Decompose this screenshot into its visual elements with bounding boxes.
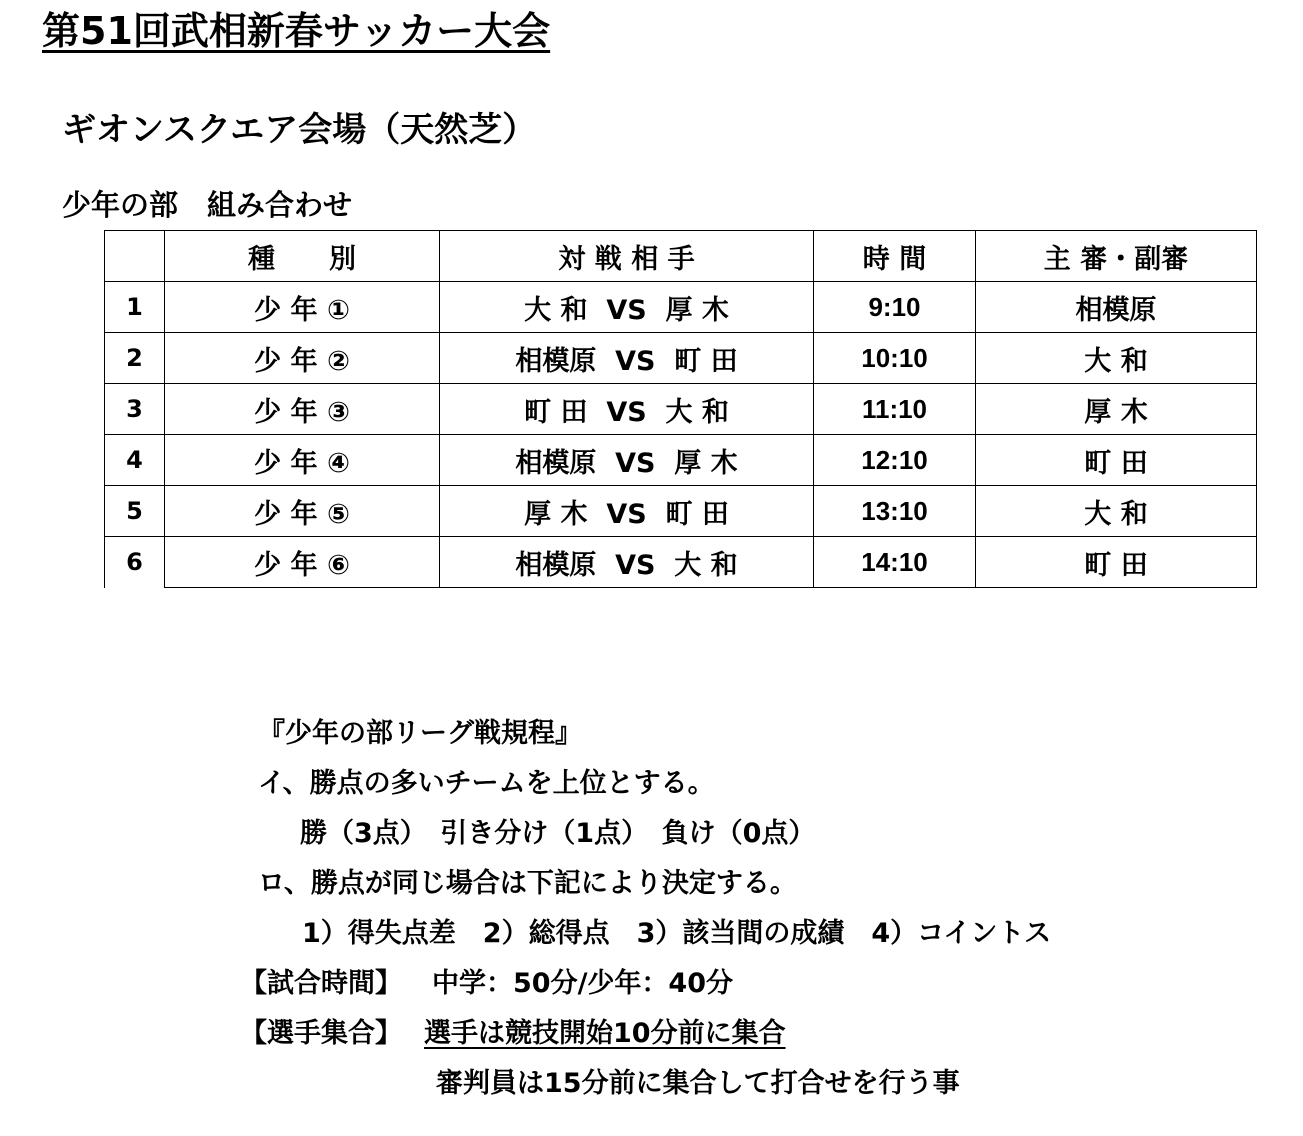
header-time: 時 間: [814, 231, 976, 282]
assembly-referees: 審判員は15分前に集合して打合せを行う事: [436, 1068, 960, 1099]
row-category: 少 年 ②: [165, 333, 440, 384]
row-number: 2: [105, 333, 165, 384]
row-category: 少 年 ⑥: [165, 537, 440, 588]
row-match: 相模原 VS 大 和: [440, 537, 814, 588]
venue-heading: ギオンスクエア会場（天然芝）: [62, 110, 537, 150]
row-match: 相模原 VS 町 田: [440, 333, 814, 384]
row-match: 相模原 VS 厚 木: [440, 435, 814, 486]
row-time: 11:10: [814, 384, 976, 435]
rule-b: ロ、勝点が同じ場合は下記により決定する。: [258, 868, 797, 899]
row-match: 大 和 VS 厚 木: [440, 282, 814, 333]
row-match: 町 田 VS 大 和: [440, 384, 814, 435]
row-time: 10:10: [814, 333, 976, 384]
row-referee: 大 和: [976, 486, 1257, 537]
row-time: 13:10: [814, 486, 976, 537]
row-referee: 大 和: [976, 333, 1257, 384]
row-number: 1: [105, 282, 165, 333]
points-rule: 勝（3点） 引き分け（1点） 負け（0点）: [300, 818, 816, 849]
header-referee: 主 審・副審: [976, 231, 1257, 282]
row-number: 4: [105, 435, 165, 486]
row-number: 3: [105, 384, 165, 435]
page-title: 第51回武相新春サッカー大会: [42, 9, 551, 53]
rules-heading: 『少年の部リーグ戦規程』: [258, 718, 582, 749]
header-category: 種 別: [165, 231, 440, 282]
row-time: 9:10: [814, 282, 976, 333]
row-referee: 厚 木: [976, 384, 1257, 435]
row-referee: 町 田: [976, 537, 1257, 588]
row-category: 少 年 ③: [165, 384, 440, 435]
row-number: 5: [105, 486, 165, 537]
row-number: 6: [105, 537, 165, 588]
row-referee: 相模原: [976, 282, 1257, 333]
section-heading: 少年の部 組み合わせ: [62, 188, 353, 222]
header-match: 対 戦 相 手: [440, 231, 814, 282]
row-time: 12:10: [814, 435, 976, 486]
row-category: 少 年 ①: [165, 282, 440, 333]
row-category: 少 年 ⑤: [165, 486, 440, 537]
match-time-label: 【試合時間】: [240, 968, 402, 999]
row-category: 少 年 ④: [165, 435, 440, 486]
assembly-label: 【選手集合】: [240, 1018, 402, 1049]
row-referee: 町 田: [976, 435, 1257, 486]
tiebreak-rule: 1）得失点差 2）総得点 3）該当間の成績 4）コイントス: [302, 918, 1052, 949]
assembly-players: 選手は競技開始10分前に集合: [424, 1018, 786, 1049]
row-time: 14:10: [814, 537, 976, 588]
match-time-value: 中学：50分/少年：40分: [432, 968, 734, 999]
rule-a: イ、勝点の多いチームを上位とする。: [258, 768, 715, 799]
row-match: 厚 木 VS 町 田: [440, 486, 814, 537]
